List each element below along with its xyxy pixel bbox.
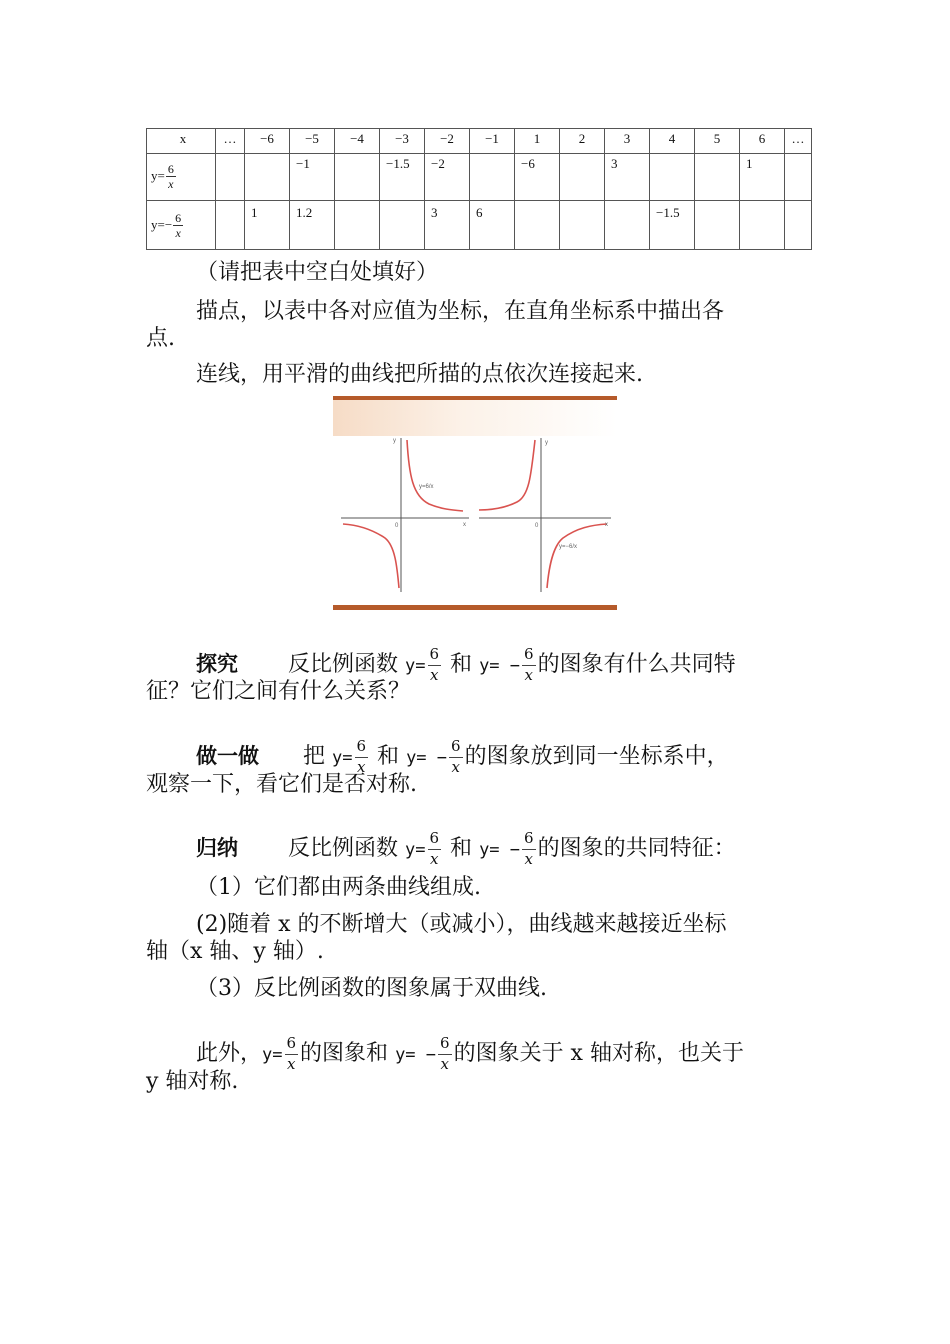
try-eq2-fraction — [449, 737, 463, 779]
figure-top-border — [333, 396, 617, 400]
x-label-cell: x — [147, 129, 216, 154]
row1-label-cell — [147, 154, 216, 201]
right-y-axis-label: y — [545, 440, 548, 446]
x-value-cell: 2 — [560, 129, 605, 154]
table-row-positive — [147, 154, 812, 201]
right-graph-label: y=−6/x — [559, 544, 578, 550]
row2-value-cell — [380, 201, 425, 250]
table-row-negative — [147, 201, 812, 250]
row2-value-cell — [216, 201, 245, 250]
x-value-cell: −2 — [425, 129, 470, 154]
summary-eq2-denominator: x — [524, 850, 534, 868]
row1-fraction — [166, 163, 176, 190]
eq1-denominator: x — [430, 666, 439, 684]
eq2-prefix: y= − — [479, 656, 521, 676]
try-eq2-numerator: 6 — [449, 739, 463, 758]
try-eq1-numerator: 6 — [355, 739, 369, 758]
besides-text-b: 的图象和 — [300, 1041, 389, 1066]
row2-label-prefix: y=− — [151, 217, 173, 232]
try-text-a: 把 — [303, 744, 326, 769]
explore-title: 探究 — [196, 652, 238, 676]
point-3: （3）反比例函数的图象属于双曲线. — [196, 976, 547, 1001]
explore-text-b: 的图象有什么共同特 — [537, 652, 736, 677]
besides-eq1-prefix: y= — [262, 1045, 283, 1065]
figure-bottom-border — [333, 605, 617, 610]
explore-text-a: 反比例函数 — [288, 652, 399, 677]
besides-eq2-fraction — [438, 1034, 452, 1076]
row1-numerator: 6 — [167, 161, 174, 176]
x-value-cell: 3 — [605, 129, 650, 154]
row1-label-prefix: y= — [151, 168, 165, 183]
besides-text-c: 的图象关于 x 轴对称，也关于 — [453, 1041, 744, 1066]
plot-points-line1: 描点，以表中各对应值为坐标，在直角坐标系中描出各 — [196, 299, 725, 324]
try-text-b: 的图象放到同一坐标系中， — [464, 744, 729, 769]
left-graph-label: y=6/x — [419, 484, 434, 490]
row2-value-cell: 6 — [470, 201, 515, 250]
eq1-fraction — [428, 645, 442, 687]
left-x-axis-label: x — [463, 522, 466, 528]
try-eq2-denominator: x — [451, 758, 461, 776]
eq1-prefix: y= — [405, 656, 426, 676]
x-value-cell: 6 — [740, 129, 785, 154]
row2-value-cell: 1 — [245, 201, 290, 250]
besides-eq2-prefix: y= − — [395, 1045, 437, 1065]
value-table — [146, 128, 812, 250]
summary-text-a: 反比例函数 — [288, 836, 399, 861]
summary-eq2-prefix: y= − — [479, 840, 521, 860]
row1-value-cell — [785, 154, 812, 201]
x-value-cell: −5 — [290, 129, 335, 154]
summary-eq1-numerator: 6 — [428, 831, 442, 850]
row2-value-cell — [515, 201, 560, 250]
summary-paragraph — [196, 829, 736, 871]
row1-value-cell — [335, 154, 380, 201]
eq2-denominator: x — [524, 666, 534, 684]
besides-eq1-fraction — [285, 1034, 299, 1076]
row1-value-cell: 3 — [605, 154, 650, 201]
eq2-numerator: 6 — [522, 647, 536, 666]
row2-value-cell: 1.2 — [290, 201, 335, 250]
summary-eq1-prefix: y= — [405, 840, 426, 860]
and-word-3: 和 — [450, 836, 473, 861]
and-word-1: 和 — [450, 652, 473, 677]
point-1: （1）它们都由两条曲线组成. — [196, 875, 481, 900]
plot-points-line2: 点. — [146, 326, 175, 351]
row1-value-cell — [245, 154, 290, 201]
hyperbola-figure — [333, 396, 617, 612]
x-value-cell: −4 — [335, 129, 380, 154]
summary-eq2-fraction — [522, 829, 536, 871]
x-value-cell: 5 — [695, 129, 740, 154]
row1-value-cell — [216, 154, 245, 201]
row2-value-cell — [695, 201, 740, 250]
row1-value-cell: −6 — [515, 154, 560, 201]
row2-label-cell — [147, 201, 216, 250]
explore-paragraph-line2: 征？它们之间有什么关系？ — [146, 679, 411, 704]
point-2-line2: 轴（x 轴、y 轴）. — [146, 939, 324, 964]
row2-fraction — [173, 212, 183, 239]
row2-denominator: x — [175, 225, 181, 240]
row2-value-cell: 3 — [425, 201, 470, 250]
besides-eq2-denominator: x — [440, 1055, 450, 1073]
left-origin-label: 0 — [395, 523, 399, 529]
row2-value-cell — [560, 201, 605, 250]
x-value-cell: 4 — [650, 129, 695, 154]
x-value-cell: 1 — [515, 129, 560, 154]
besides-eq1-denominator: x — [287, 1055, 296, 1073]
x-value-cell: −1 — [470, 129, 515, 154]
besides-eq2-numerator: 6 — [438, 1036, 452, 1055]
row2-value-cell — [605, 201, 650, 250]
row1-value-cell: −1.5 — [380, 154, 425, 201]
point-2-line1: (2)随着 x 的不断增大（或减小），曲线越来越接近坐标 — [196, 912, 727, 937]
besides-text-a: 此外， — [196, 1041, 263, 1066]
row1-value-cell — [695, 154, 740, 201]
row2-value-cell — [740, 201, 785, 250]
row1-value-cell — [650, 154, 695, 201]
x-value-cell: … — [785, 129, 812, 154]
fill-note: （请把表中空白处填好） — [196, 260, 439, 285]
summary-eq1-denominator: x — [430, 850, 439, 868]
left-y-axis-label: y — [393, 438, 396, 444]
row1-denominator: x — [168, 176, 174, 191]
row1-value-cell: 1 — [740, 154, 785, 201]
summary-eq1-fraction — [428, 829, 442, 871]
row1-value-cell — [470, 154, 515, 201]
row1-value-cell — [560, 154, 605, 201]
eq1-numerator: 6 — [428, 647, 442, 666]
summary-text-b: 的图象的共同特征： — [537, 836, 736, 861]
x-value-cell: −3 — [380, 129, 425, 154]
right-origin-label: 0 — [535, 523, 539, 529]
try-eq1-denominator: x — [357, 758, 366, 776]
try-title: 做一做 — [196, 744, 259, 768]
summary-title: 归纳 — [196, 836, 238, 860]
row1-value-cell: −1 — [290, 154, 335, 201]
besides-paragraph-line1 — [196, 1034, 744, 1076]
and-word-2: 和 — [377, 744, 400, 769]
figure-top-pattern — [333, 396, 617, 436]
try-paragraph-line2: 观察一下，看它们是否对称. — [146, 772, 417, 797]
besides-eq1-numerator: 6 — [285, 1036, 299, 1055]
summary-eq2-numerator: 6 — [522, 831, 536, 850]
row1-value-cell: −2 — [425, 154, 470, 201]
x-value-cell: −6 — [245, 129, 290, 154]
row2-value-cell — [335, 201, 380, 250]
besides-paragraph-line2: y 轴对称. — [146, 1069, 239, 1094]
row2-value-cell: −1.5 — [650, 201, 695, 250]
x-value-cell: … — [216, 129, 245, 154]
row2-value-cell — [785, 201, 812, 250]
try-eq2-prefix: y= − — [406, 748, 448, 768]
try-eq1-prefix: y= — [332, 748, 353, 768]
eq2-fraction — [522, 645, 536, 687]
connect-line: 连线，用平滑的曲线把所描的点依次连接起来. — [196, 362, 643, 387]
table-header-row — [147, 129, 812, 154]
row2-numerator: 6 — [175, 210, 182, 225]
right-x-axis-label: x — [605, 522, 608, 528]
